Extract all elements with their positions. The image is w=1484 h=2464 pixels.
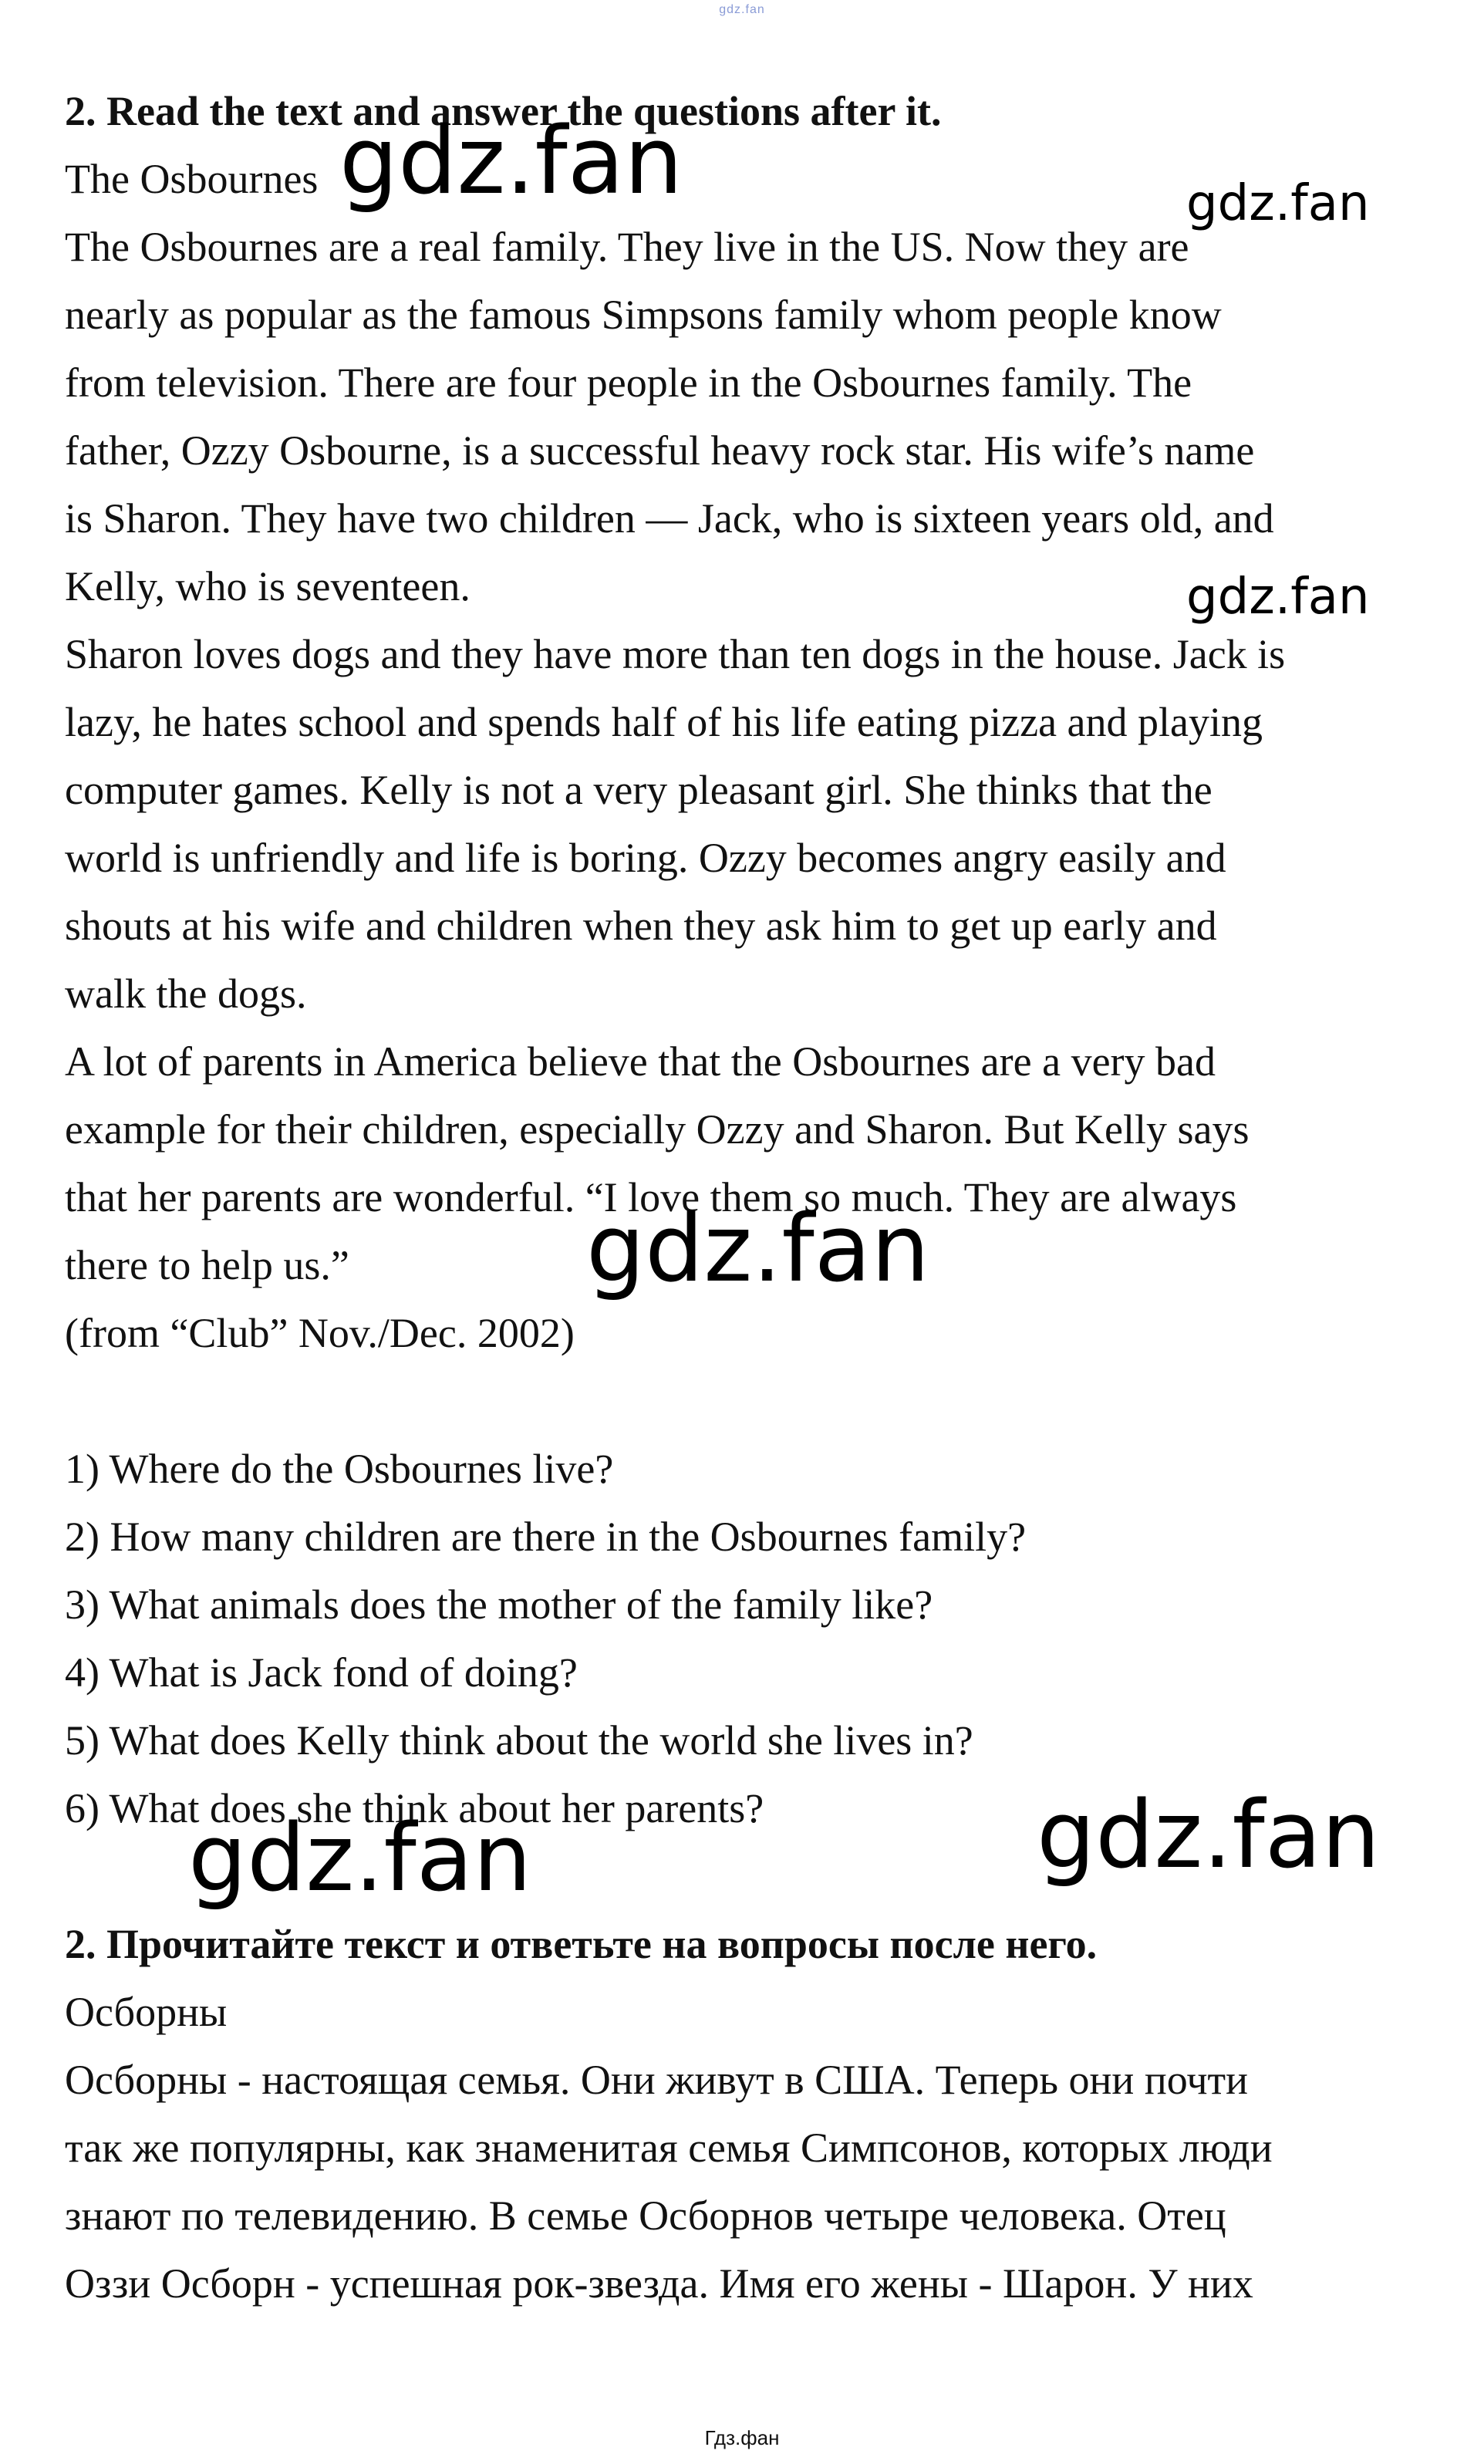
task-title-en: 2. Read the text and answer the questions after it.	[65, 88, 942, 134]
text-line: walk the dogs.	[65, 970, 307, 1017]
text-line: example for their children, especially Ozzy and Sharon. But Kelly says	[65, 1106, 1250, 1153]
question-item: 5) What does Kelly think about the world she lives in?	[65, 1717, 973, 1764]
text-line: there to help us.”	[65, 1242, 349, 1288]
text-line: world is unfriendly and life is boring. Ozzy becomes angry easily and	[65, 835, 1226, 881]
source-citation: (from “Club” Nov./Dec. 2002)	[65, 1310, 575, 1356]
text-title-ru: Осборны	[65, 1989, 228, 2035]
text-line: Оззи Осборн - успешная рок-звезда. Имя его жены - Шарон. У них	[65, 2260, 1253, 2307]
task-title-ru: 2. Прочитайте текст и ответьте на вопросы после него.	[65, 1921, 1098, 1967]
text-line: shouts at his wife and children when they ask him to get up early and	[65, 903, 1217, 949]
paragraph-1-ru	[65, 2046, 1430, 2317]
text-line: Sharon loves dogs and they have more than ten dogs in the house. Jack is	[65, 631, 1286, 677]
text-line: The Osbournes are a real family. They live in the US. Now they are	[65, 224, 1189, 270]
questions-list	[65, 1435, 1430, 1842]
text-line: father, Ozzy Osbourne, is a successful heavy rock star. His wife’s name	[65, 427, 1255, 474]
text-title-en: The Osbournes	[65, 156, 319, 202]
question-item: 1) Where do the Osbournes live?	[65, 1446, 614, 1492]
text-line: Осборны - настоящая семья. Они живут в США. Теперь они почти	[65, 2057, 1248, 2103]
text-line: computer games. Kelly is not a very pleasant girl. She thinks that the	[65, 767, 1212, 813]
paragraph-1-en	[65, 213, 1430, 626]
footer-label: Гдз.фан	[704, 2426, 780, 2449]
text-line: так же популярны, как знаменитая семья Симпсонов, которых люди	[65, 2125, 1273, 2171]
text-line: A lot of parents in America believe that the Osbournes are a very bad	[65, 1038, 1216, 1085]
header-watermark: gdz.fan	[719, 3, 765, 16]
question-item: 4) What is Jack fond of doing?	[65, 1649, 578, 1696]
paragraph-2-en	[65, 620, 1430, 1028]
spacer	[65, 1367, 1430, 1435]
watermark: gdz.fan	[1186, 569, 1370, 626]
question-item: 6) What does she think about her parents?	[65, 1785, 764, 1831]
watermark: gdz.fan	[1037, 1782, 1381, 1889]
watermark: gdz.fan	[586, 1196, 930, 1303]
text-line: that her parents are wonderful. “I love them so much. They are always	[65, 1174, 1237, 1220]
text-line: nearly as popular as the famous Simpsons family whom people know	[65, 292, 1222, 338]
text-line: знают по телевидению. В семье Осборнов четыре человека. Отец	[65, 2192, 1226, 2239]
question-item: 3) What animals does the mother of the family like?	[65, 1581, 933, 1628]
text-line: is Sharon. They have two children — Jack, who is sixteen years old, and	[65, 495, 1274, 542]
text-line: lazy, he hates school and spends half of his life eating pizza and playing	[65, 699, 1263, 745]
watermark: gdz.fan	[1186, 175, 1370, 232]
text-line: from television. There are four people in the Osbournes family. The	[65, 359, 1192, 406]
text-line: Kelly, who is seventeen.	[65, 563, 470, 609]
question-item: 2) How many children are there in the Osbournes family?	[65, 1514, 1027, 1560]
watermark: gdz.fan	[339, 108, 683, 215]
watermark: gdz.fan	[188, 1805, 532, 1912]
